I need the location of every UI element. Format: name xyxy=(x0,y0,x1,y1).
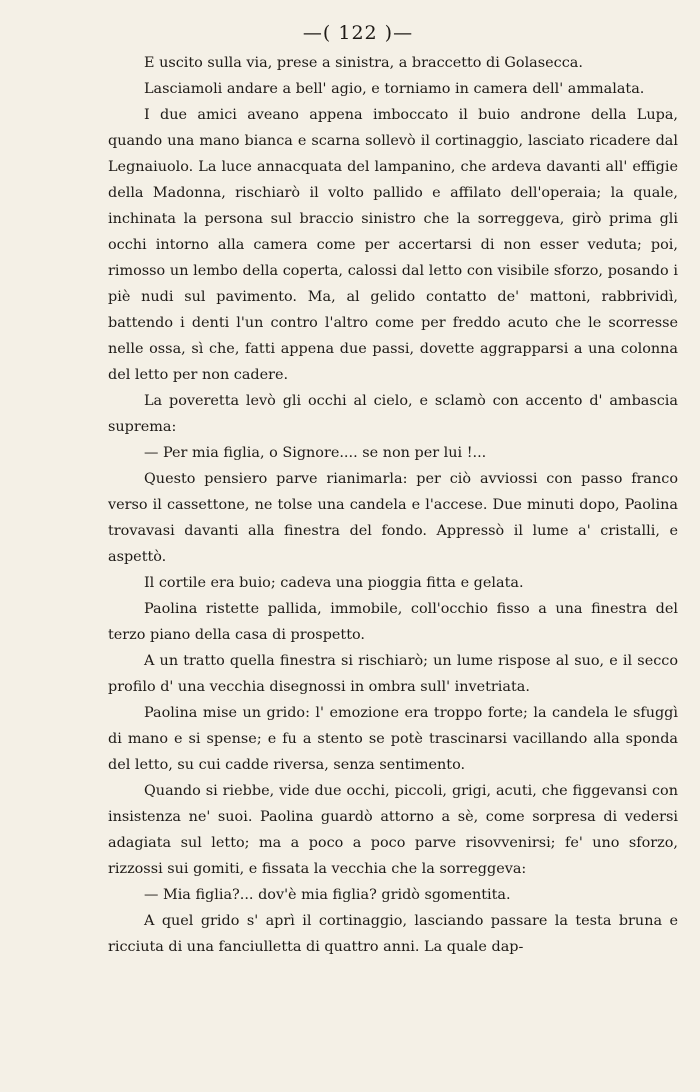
paragraph: E uscito sulla via, prese a sinistra, a braccetto di Golasecca. xyxy=(144,55,583,71)
dialogue-line: — Per mia figlia, o Signore.... se non per lui !... xyxy=(144,445,487,461)
paragraph: La poveretta levò gli occhi al cielo, e sclamò con accento d' ambascia suprema: xyxy=(108,393,678,435)
paragraph: Paolina ristette pallida, immobile, coll'occhio fisso a una finestra del terzo piano della casa di prospetto. xyxy=(108,601,678,643)
paragraph: Lasciamoli andare a bell' agio, e torniamo in camera dell' ammalata. xyxy=(144,81,645,97)
paragraph: I due amici aveano appena imboccato il buio androne della Lupa, quando una mano bianca e scarna sollevò il cortinaggio, lasciato ricadere dal Legnaiuolo. La luce annacquata del lampanino, che ardeva davanti all' effigie della Madonna, rischiarò il volto pallido e affilato dell'operaia; la quale, inchinata la persona sul braccio sinistro che la sorreggeva, girò prima gli occhi intorno alla camera come per accertarsi di non esser veduta; poi, rimosso un lembo della coperta, calossi dal letto con visibile sforzo, posando i piè nudi sul pavimento. Ma, al gelido contatto de' mattoni, rabbrividì, battendo i denti l'un contro l'altro come per freddo acuto che le scorresse nelle ossa, sì che, fatti appena due passi, dovette aggrapparsi a una colonna del letto per non cadere. xyxy=(108,107,678,383)
paragraph: Paolina mise un grido: l' emozione era troppo forte; la candela le sfuggì di mano e si spense; e fu a stento se potè trascinarsi vacillando alla sponda del letto, su cui cadde riversa, senza sentimento. xyxy=(108,705,678,773)
page-number-header: —( 122 )— xyxy=(302,22,414,44)
paragraph: Quando si riebbe, vide due occhi, piccoli, grigi, acuti, che figgevansi con insistenza ne' suoi. Paolina guardò attorno a sè, come sorpresa di vedersi adagiata sul letto; ma a poco a poco parve risovvenirsi; fe' uno sforzo, rizzossi sui gomiti, e fissata la vecchia che la sorreggeva: xyxy=(108,783,678,877)
paragraph: A quel grido s' aprì il cortinaggio, lasciando passare la testa bruna e ricciuta di una fanciulletta di quattro anni. La quale dap- xyxy=(108,913,678,955)
paragraph: Questo pensiero parve rianimarla: per ciò avviossi con passo franco verso il cassettone, ne tolse una candela e l'accese. Due minuti dopo, Paolina trovavasi davanti alla finestra del fondo. Appressò il lume a' cristalli, e aspettò. xyxy=(108,471,678,565)
paragraph: A un tratto quella finestra si rischiarò; un lume rispose al suo, e il secco profilo d' una vecchia disegnossi in ombra sull' invetriata. xyxy=(108,653,678,695)
page-body xyxy=(108,50,678,960)
paragraph: Il cortile era buio; cadeva una pioggia fitta e gelata. xyxy=(144,575,524,591)
dialogue-line: — Mia figlia?... dov'è mia figlia? gridò sgomentita. xyxy=(144,887,511,903)
